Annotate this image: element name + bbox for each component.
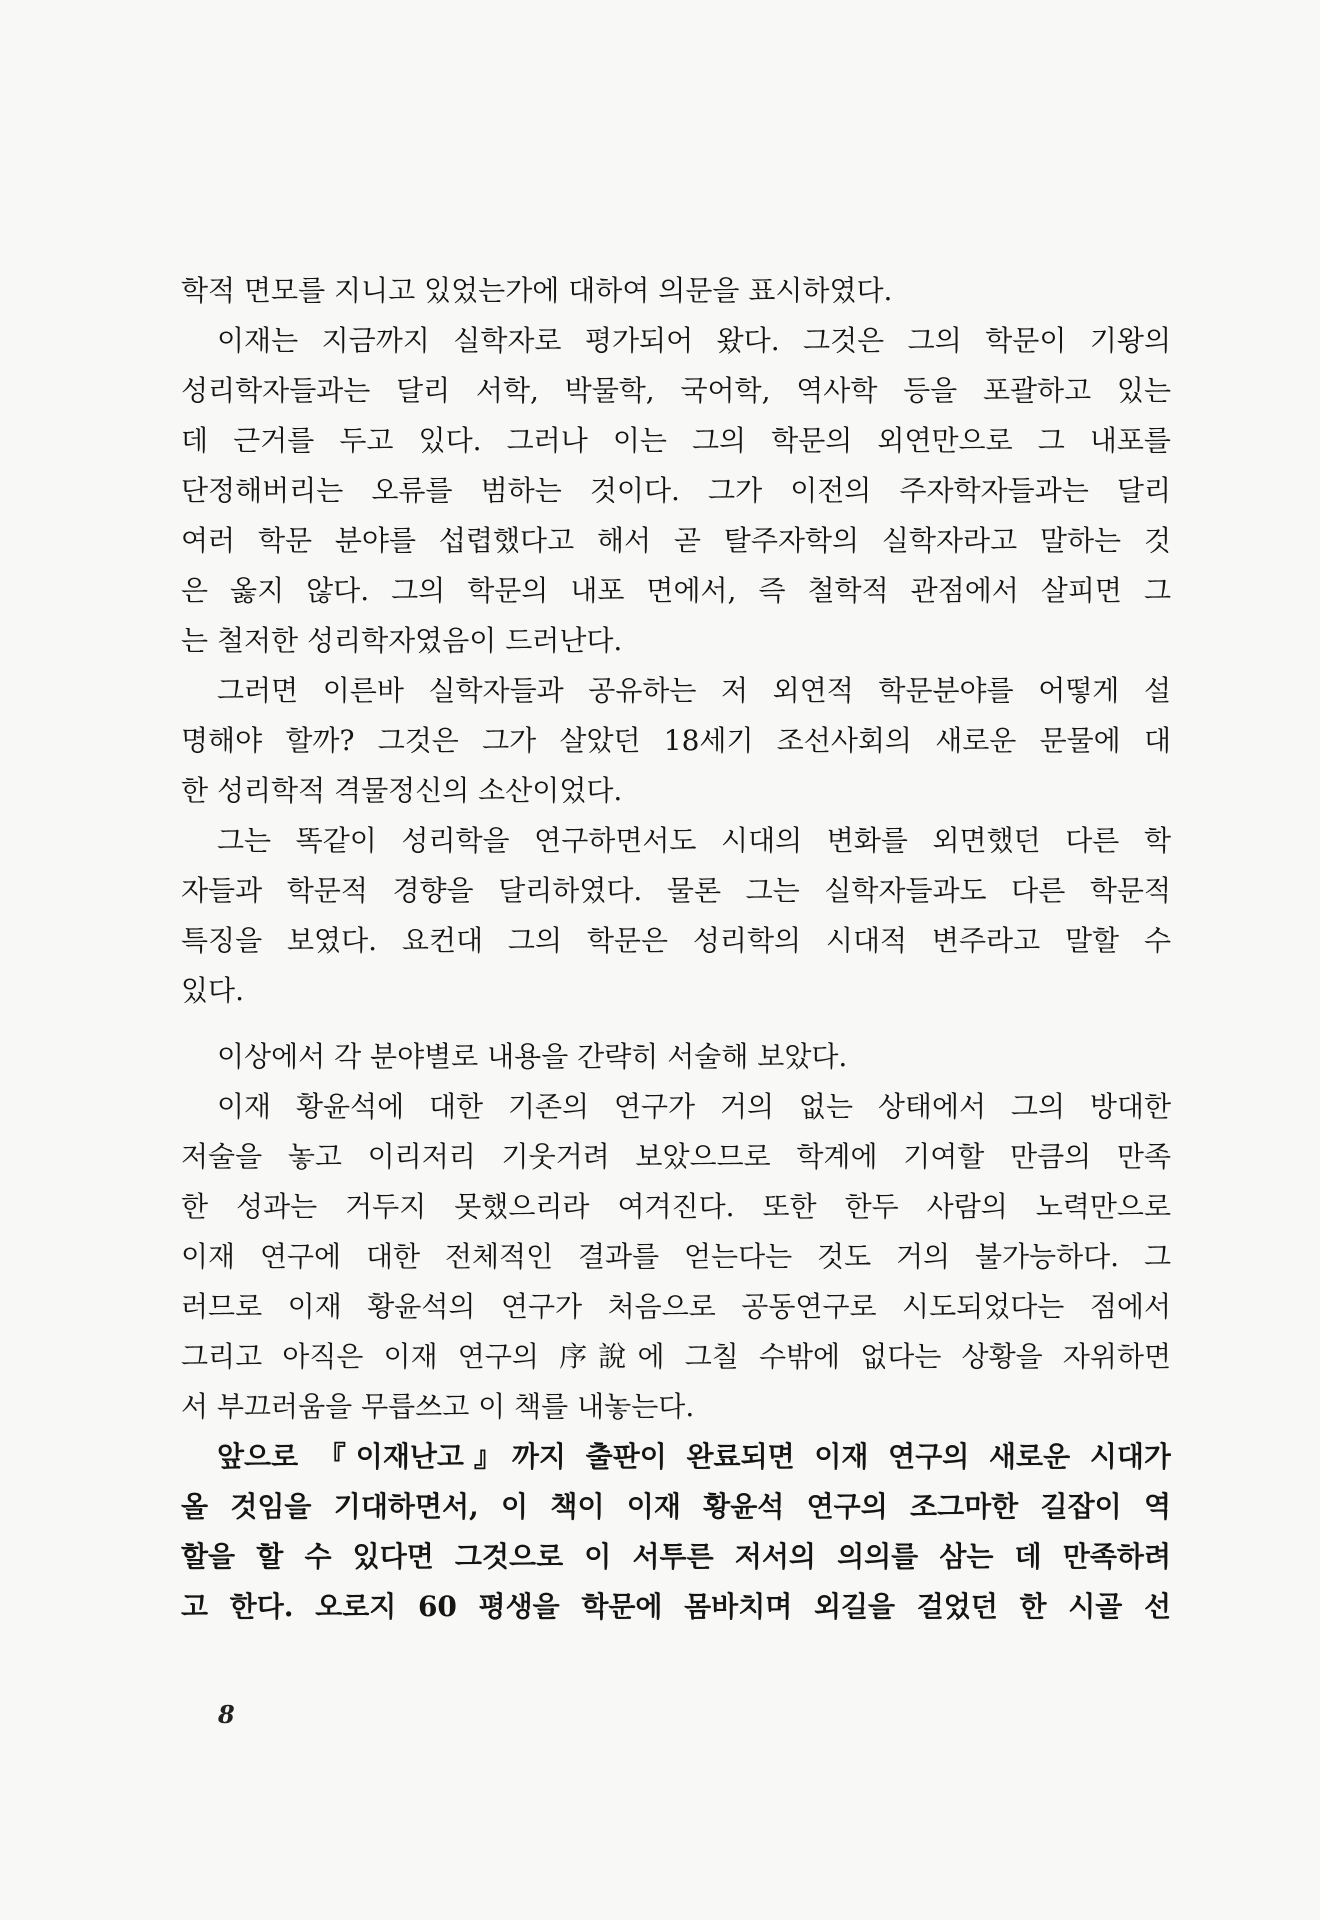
text-line: 성리학자들과는 달리 서학, 박물학, 국어학, 역사학 등을 포괄하고 있는 (181, 374, 1171, 407)
text-line: 이재 연구에 대한 전체적인 결과를 얻는다는 것도 거의 불가능하다. 그 (181, 1240, 1171, 1273)
text-line: 서 부끄러움을 무릅쓰고 이 책를 내놓는다. (181, 1390, 695, 1423)
text-line: 그러면 이른바 실학자들과 공유하는 저 외연적 학문분야를 어떻게 설 (217, 674, 1171, 707)
text-line: 그리고 아직은 이재 연구의 序說에 그칠 수밖에 없다는 상황을 자위하면 (181, 1340, 1171, 1373)
text-line: 이재는 지금까지 실학자로 평가되어 왔다. 그것은 그의 학문이 기왕의 (217, 324, 1171, 357)
page-number: 8 (218, 1700, 235, 1729)
text-line: 여러 학문 분야를 섭렵했다고 해서 곧 탈주자학의 실학자라고 말하는 것 (181, 524, 1171, 557)
text-line: 이상에서 각 분야별로 내용을 간략히 서술해 보았다. (217, 1040, 848, 1073)
text-line: 는 철저한 성리학자였음이 드러난다. (181, 624, 623, 657)
text-line: 고 한다. 오로지 60 평생을 학문에 몸바치며 외길을 걸었던 한 시골 선 (181, 1590, 1171, 1623)
text-line: 데 근거를 두고 있다. 그러나 이는 그의 학문의 외연만으로 그 내포를 (181, 424, 1171, 457)
text-line: 앞으로 『이재난고』까지 출판이 완료되면 이재 연구의 새로운 시대가 (217, 1440, 1171, 1473)
text-line: 저술을 놓고 이리저리 기웃거려 보았으므로 학계에 기여할 만큼의 만족 (181, 1140, 1171, 1173)
text-line: 할을 할 수 있다면 그것으로 이 서투른 저서의 의의를 삼는 데 만족하려 (181, 1540, 1171, 1573)
text-line: 올 것임을 기대하면서, 이 책이 이재 황윤석 연구의 조그마한 길잡이 역 (181, 1490, 1171, 1523)
text-line: 명해야 할까? 그것은 그가 살았던 18세기 조선사회의 새로운 문물에 대 (181, 724, 1171, 757)
text-line: 한 성과는 거두지 못했으리라 여겨진다. 또한 한두 사람의 노력만으로 (181, 1190, 1171, 1223)
text-line: 학적 면모를 지니고 있었는가에 대하여 의문을 표시하였다. (181, 274, 893, 307)
text-line: 특징을 보였다. 요컨대 그의 학문은 성리학의 시대적 변주라고 말할 수 (181, 924, 1171, 957)
text-line: 한 성리학적 격물정신의 소산이었다. (181, 774, 623, 807)
text-line: 은 옳지 않다. 그의 학문의 내포 면에서, 즉 철학적 관점에서 살피면 그 (181, 574, 1171, 607)
text-line: 이재 황윤석에 대한 기존의 연구가 거의 없는 상태에서 그의 방대한 (217, 1090, 1171, 1123)
text-line: 자들과 학문적 경향을 달리하였다. 물론 그는 실학자들과도 다른 학문적 (181, 874, 1171, 907)
text-line: 단정해버리는 오류를 범하는 것이다. 그가 이전의 주자학자들과는 달리 (181, 474, 1171, 507)
text-line: 그는 똑같이 성리학을 연구하면서도 시대의 변화를 외면했던 다른 학 (217, 824, 1171, 857)
text-line: 있다. (181, 974, 244, 1007)
text-line: 러므로 이재 황윤석의 연구가 처음으로 공동연구로 시도되었다는 점에서 (181, 1290, 1171, 1323)
body-text (181, 266, 1171, 1632)
